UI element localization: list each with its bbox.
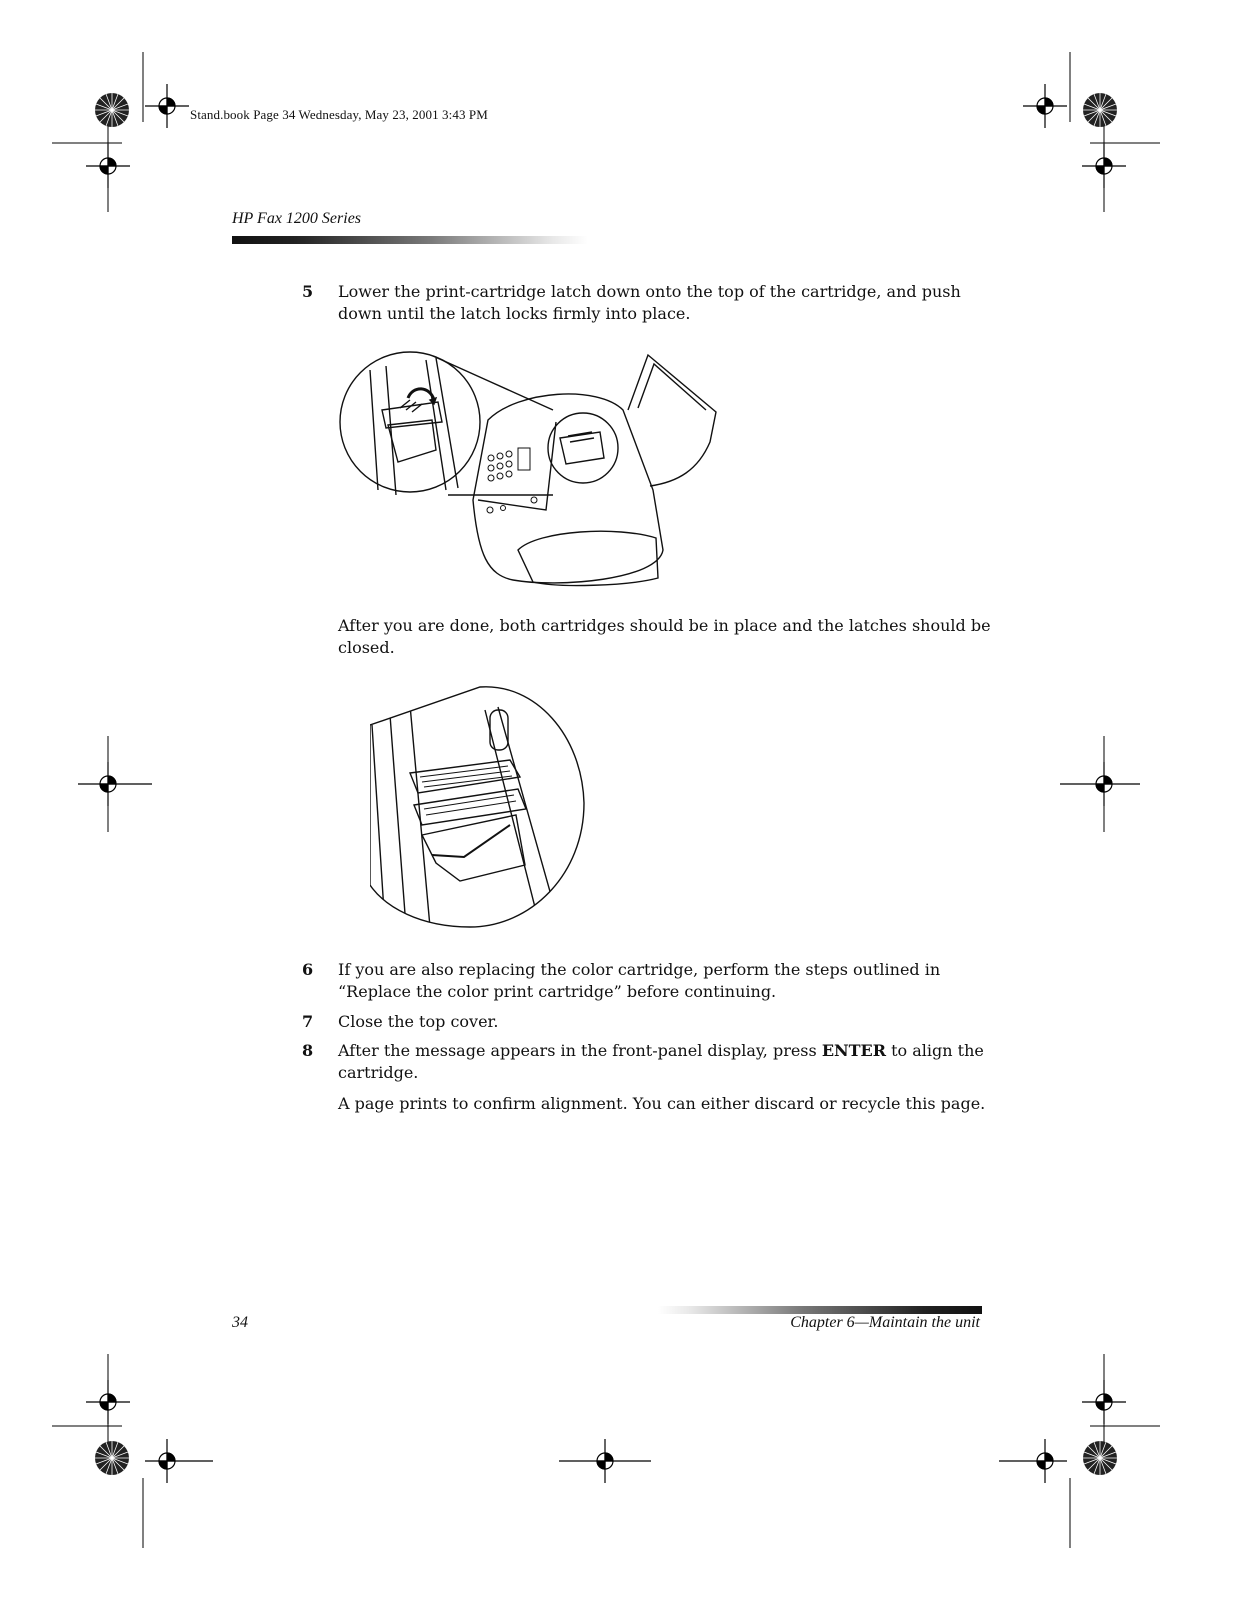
printer-latch-illustration [338,350,728,592]
step-text: If you are also replacing the color cartridge, perform the steps outlined in “Replace the color print cartridge” before continuing. [338,960,941,1001]
step-text-part: After the message appears in the front-panel display, press [338,1041,822,1060]
cartridges-closeup-illustration [370,685,588,931]
step-number: 7 [302,1012,314,1031]
after-step-note: A page prints to confirm alignment. You can either discard or recycle this page. [338,1094,986,1113]
step-number: 6 [302,960,314,979]
after-step-note: After you are done, both cartridges should be in place and the latches should be closed. [338,616,991,657]
step-text [338,1040,998,1084]
enter-key-label: ENTER [821,1041,887,1060]
starburst-icon [95,93,129,127]
starburst-icon [95,1441,129,1475]
starburst-icon [1083,1441,1117,1475]
step-text-part: to align the cartridge. [338,1041,984,1082]
starburst-icon [1083,93,1117,127]
chapter-title: Chapter 6—Maintain the unit [790,1314,980,1331]
running-header: HP Fax 1200 Series [232,210,362,227]
header-rule [232,236,588,244]
page-number: 34 [232,1314,248,1331]
step-text: Close the top cover. [338,1012,499,1031]
step-number: 5 [302,282,314,301]
step-text: Lower the print-cartridge latch down onto the top of the cartridge, and push down until the latch locks firmly into place. [338,282,961,323]
step-number: 8 [302,1041,314,1060]
proof-slug: Stand.book Page 34 Wednesday, May 23, 2001 3:43 PM [190,107,488,122]
footer-rule [658,1306,982,1314]
